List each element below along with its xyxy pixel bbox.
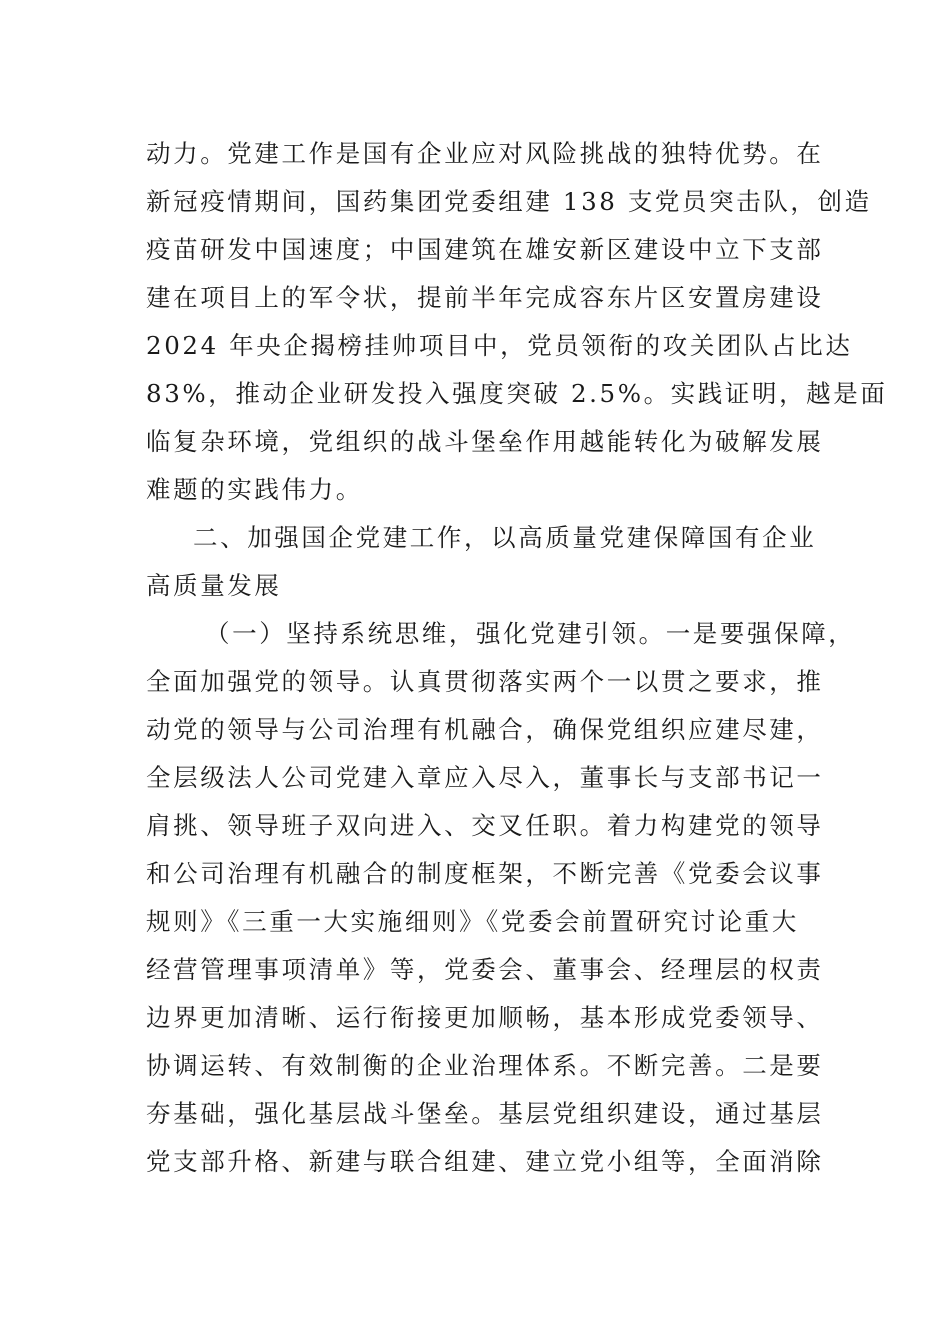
- text-line: 83%，推动企业研发投入强度突破 2.5%。实践证明，越是面: [146, 379, 888, 408]
- text-line: 全面加强党的领导。认真贯彻落实两个一以贯之要求，推: [146, 667, 824, 696]
- body-text: [0, 130, 950, 1186]
- text-line: 经营管理事项清单》等，党委会、董事会、经理层的权责: [146, 955, 824, 984]
- subsection-lead: （一）坚持系统思维，强化党建引领。一是要强保障，: [205, 619, 856, 648]
- text-line: 全层级法人公司党建入章应入尽入，董事长与支部书记一: [146, 763, 824, 792]
- text-line: 动力。党建工作是国有企业应对风险挑战的独特优势。在: [146, 139, 824, 168]
- text-line: 和公司治理有机融合的制度框架，不断完善《党委会议事: [146, 859, 824, 888]
- section-heading-continued: 高质量发展: [146, 571, 282, 600]
- text-line: 疫苗研发中国速度；中国建筑在雄安新区建设中立下支部: [146, 235, 824, 264]
- text-line: 边界更加清晰、运行衔接更加顺畅，基本形成党委领导、: [146, 1003, 824, 1032]
- text-line: 规则》《三重一大实施细则》《党委会前置研究讨论重大: [146, 907, 799, 936]
- text-line: 建在项目上的军令状，提前半年完成容东片区安置房建设: [146, 283, 824, 312]
- text-line: 党支部升格、新建与联合组建、建立党小组等，全面消除: [146, 1147, 824, 1176]
- text-line: 动党的领导与公司治理有机融合，确保党组织应建尽建，: [146, 715, 824, 744]
- text-line: 难题的实践伟力。: [146, 475, 363, 504]
- section-heading: 二、加强国企党建工作，以高质量党建保障国有企业: [193, 523, 817, 552]
- text-line: 协调运转、有效制衡的企业治理体系。不断完善。二是要: [146, 1051, 824, 1080]
- text-line: 夯基础，强化基层战斗堡垒。基层党组织建设，通过基层: [146, 1099, 824, 1128]
- text-line: 临复杂环境，党组织的战斗堡垒作用越能转化为破解发展: [146, 427, 824, 456]
- text-line: 新冠疫情期间，国药集团党委组建 138 支党员突击队，创造: [146, 187, 872, 216]
- text-line: 2024 年央企揭榜挂帅项目中，党员领衔的攻关团队占比达: [146, 331, 853, 360]
- text-line: 肩挑、领导班子双向进入、交叉任职。着力构建党的领导: [146, 811, 824, 840]
